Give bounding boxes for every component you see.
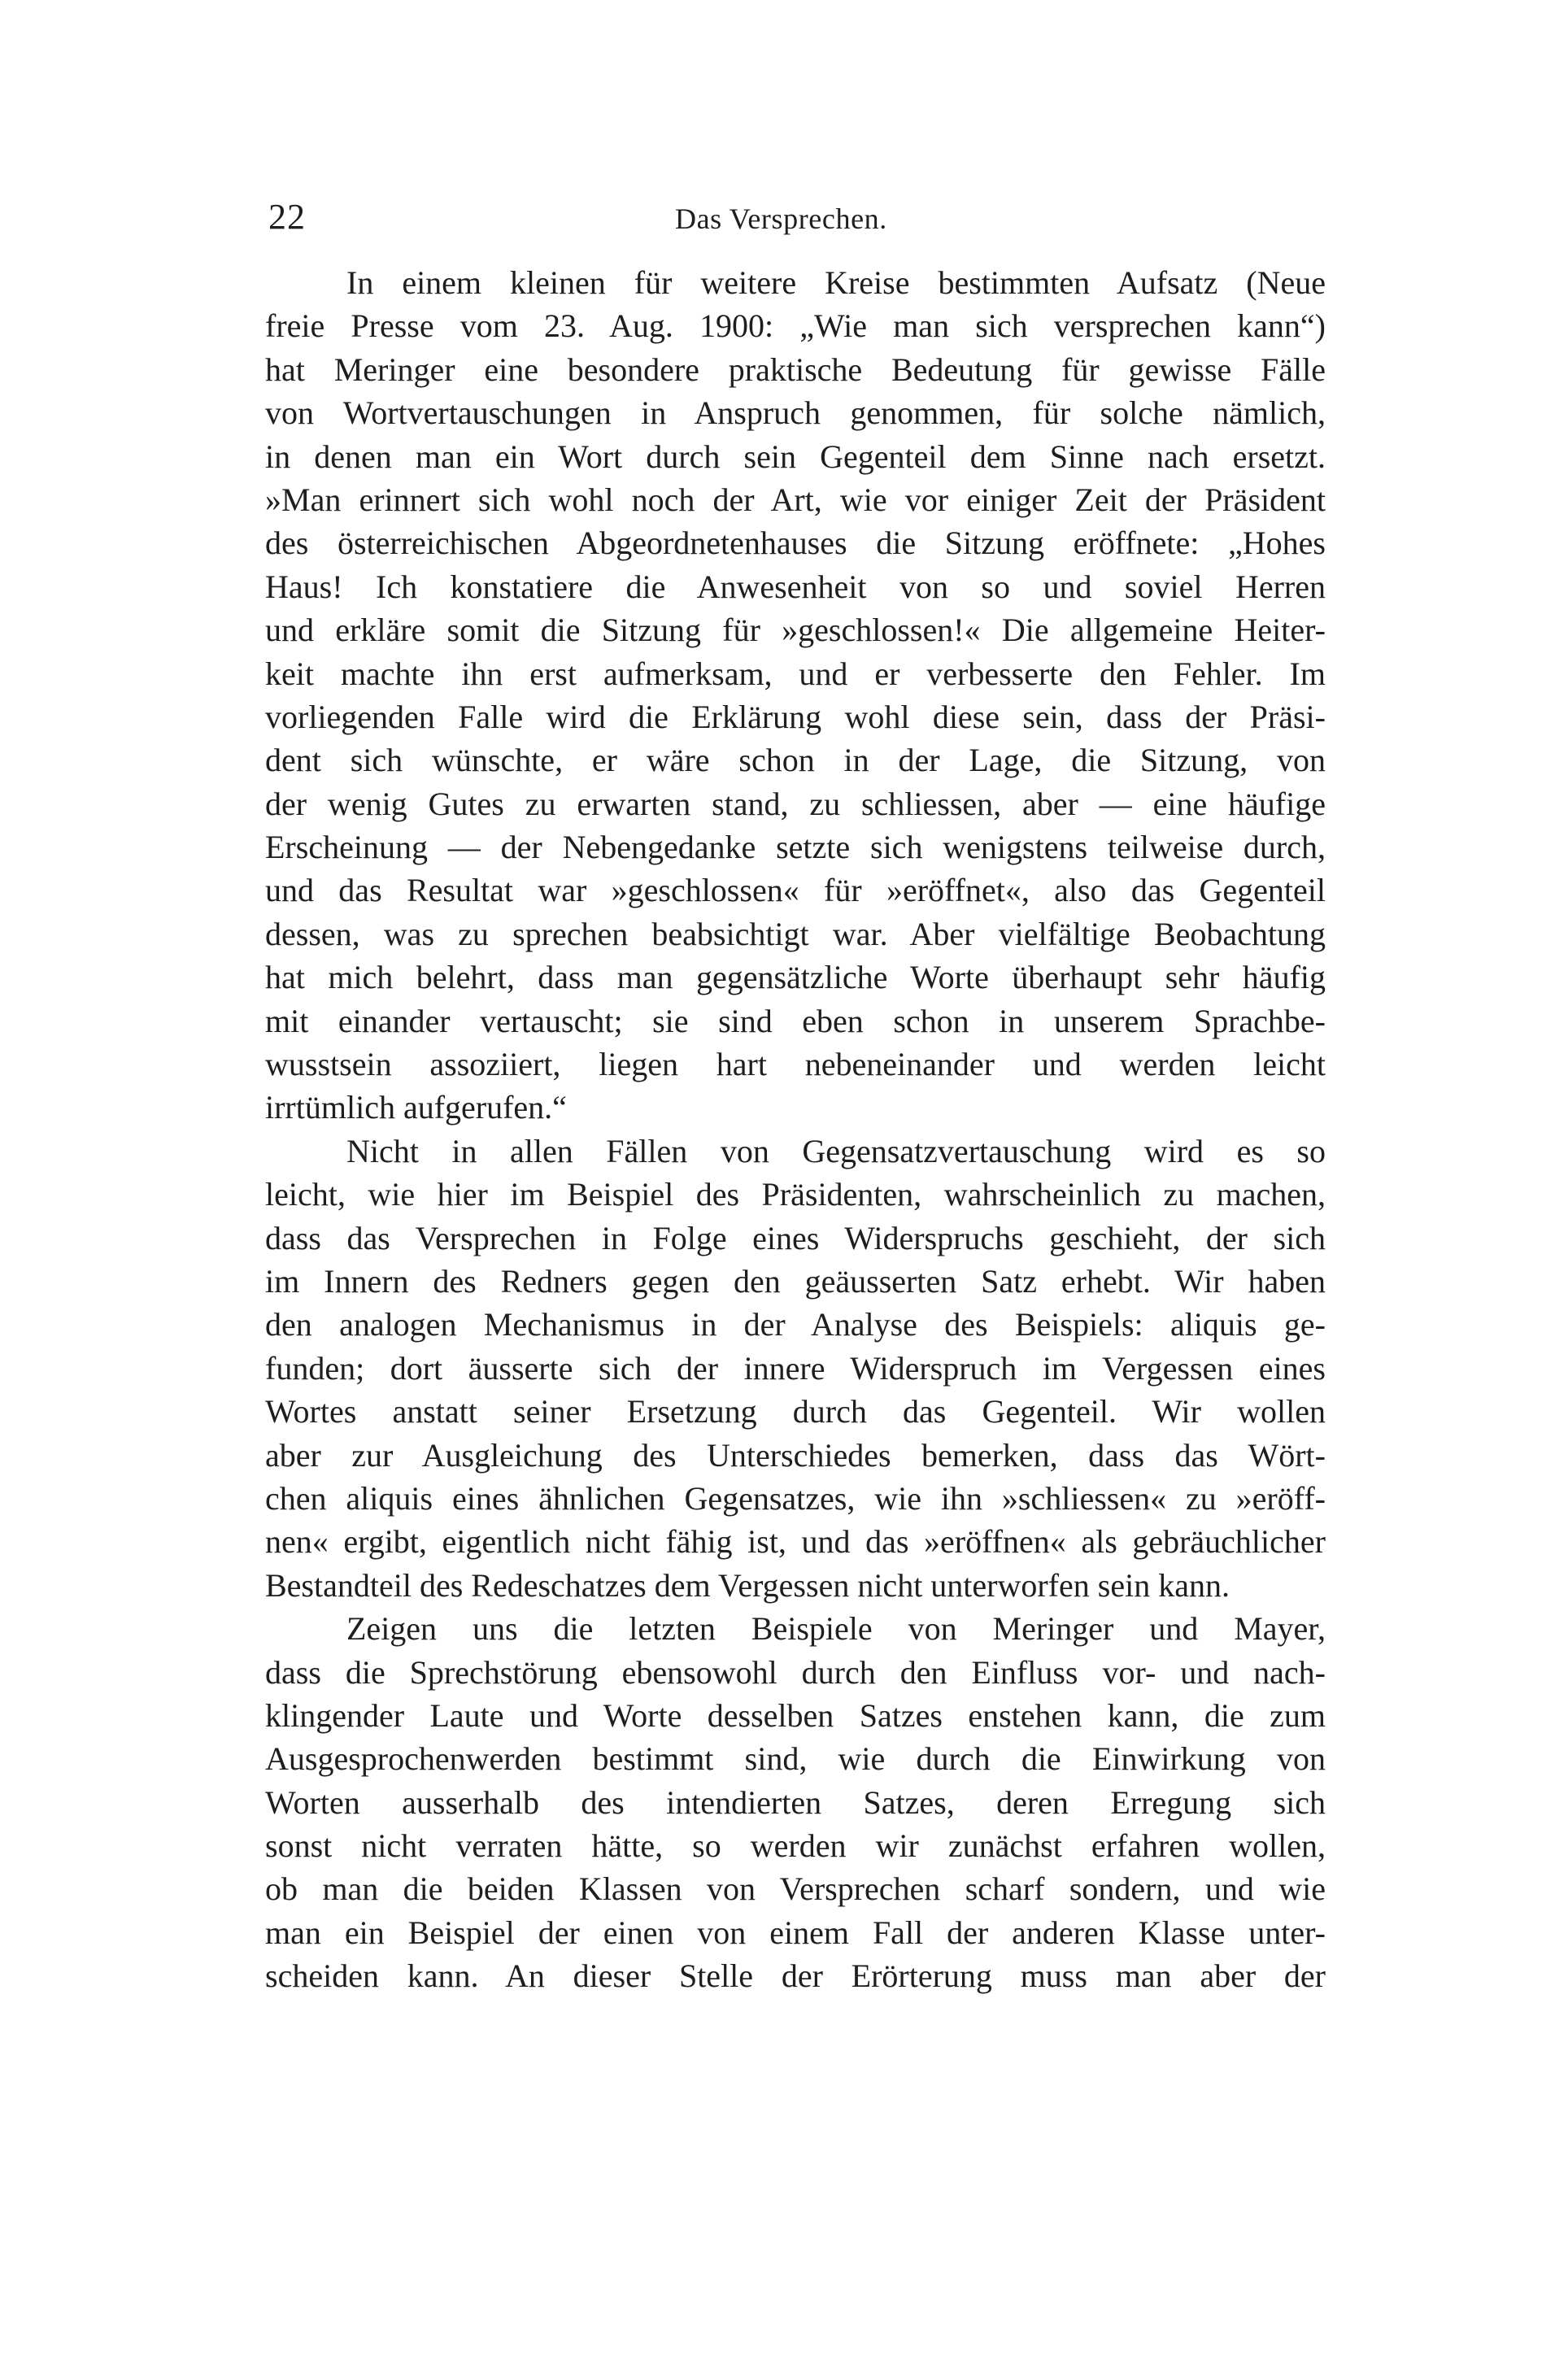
text-line: nen« ergibt, eigentlich nicht fähig ist, und das »eröffnen« als gebräuchlicher: [265, 1523, 1326, 1561]
text-line: der wenig Gutes zu erwarten stand, zu schliessen, aber — eine häufige: [265, 785, 1326, 822]
page-number: 22: [268, 197, 306, 237]
text-line: dent sich wünschte, er wäre schon in der Lage, die Sitzung, von: [265, 742, 1326, 779]
text-line: freie Presse vom 23. Aug. 1900: „Wie man sich versprechen kann“): [265, 307, 1326, 345]
text-line: von Wortvertauschungen in Anspruch genommen, für solche nämlich,: [265, 394, 1326, 432]
text-line: sonst nicht verraten hätte, so werden wir zunächst erfahren wollen,: [265, 1827, 1326, 1865]
text-line: In einem kleinen für weitere Kreise bestimmten Aufsatz (Neue: [346, 264, 1326, 301]
text-line: wusstsein assoziiert, liegen hart nebeneinander und werden leicht: [265, 1046, 1326, 1083]
text-line: Zeigen uns die letzten Beispiele von Meringer und Mayer,: [346, 1610, 1326, 1648]
text-line: und das Resultat war »geschlossen« für »eröffnet«, also das Gegenteil: [265, 872, 1326, 909]
text-line: dass das Versprechen in Folge eines Widerspruchs geschieht, der sich: [265, 1219, 1326, 1256]
text-line: klingender Laute und Worte desselben Satzes enstehen kann, die zum: [265, 1696, 1326, 1734]
text-line: Nicht in allen Fällen von Gegensatzvertauschung wird es so: [346, 1132, 1326, 1169]
text-line: Wortes anstatt seiner Ersetzung durch das Gegenteil. Wir wollen: [265, 1393, 1326, 1430]
text-line: dass die Sprechstörung ebensowohl durch den Einfluss vor- und nach-: [265, 1653, 1326, 1691]
text-line: mit einander vertauscht; sie sind eben schon in unserem Sprachbe-: [265, 1002, 1326, 1039]
text-line: hat Meringer eine besondere praktische Bedeutung für gewisse Fälle: [265, 351, 1326, 388]
text-line: des österreichischen Abgeordnetenhauses die Sitzung eröffnete: „Hohes: [265, 525, 1326, 562]
text-line: scheiden kann. An dieser Stelle der Erörterung muss man aber der: [265, 1957, 1326, 1995]
text-line: und erkläre somit die Sitzung für »geschlossen!« Die allgemeine Heiter-: [265, 612, 1326, 649]
text-line: dessen, was zu sprechen beabsichtigt war. Aber vielfältige Beobachtung: [265, 915, 1326, 952]
text-line: ob man die beiden Klassen von Versprechen scharf sondern, und wie: [265, 1870, 1326, 1908]
text-line: den analogen Mechanismus in der Analyse des Beispiels: aliquis ge-: [265, 1306, 1326, 1343]
text-line: hat mich belehrt, dass man gegensätzliche Worte überhaupt sehr häufig: [265, 959, 1326, 996]
running-title: Das Versprechen.: [675, 202, 887, 235]
text-line: man ein Beispiel der einen von einem Fall der anderen Klasse unter-: [265, 1914, 1326, 1951]
text-line: »Man erinnert sich wohl noch der Art, wie vor einiger Zeit der Präsident: [265, 481, 1326, 518]
text-line: Erscheinung — der Nebengedanke setzte sich wenigstens teilweise durch,: [265, 829, 1326, 866]
text-line: aber zur Ausgleichung des Unterschiedes bemerken, dass das Wört-: [265, 1436, 1326, 1474]
text-line: vorliegenden Falle wird die Erklärung wohl diese sein, dass der Präsi-: [265, 698, 1326, 735]
text-line: Haus! Ich konstatiere die Anwesenheit von so und soviel Herren: [265, 568, 1326, 605]
text-line: Worten ausserhalb des intendierten Satzes, deren Erregung sich: [265, 1783, 1326, 1821]
body-text: [265, 261, 1326, 1998]
text-line: Ausgesprochenwerden bestimmt sind, wie durch die Einwirkung von: [265, 1740, 1326, 1778]
text-line: in denen man ein Wort durch sein Gegenteil dem Sinne nach ersetzt.: [265, 438, 1326, 475]
text-line: leicht, wie hier im Beispiel des Präsidenten, wahrscheinlich zu machen,: [265, 1176, 1326, 1213]
text-line: im Innern des Redners gegen den geäusserten Satz erhebt. Wir haben: [265, 1262, 1326, 1300]
text-line: Bestandteil des Redeschatzes dem Vergessen nicht unterworfen sein kann.: [265, 1566, 1230, 1604]
text-line: chen aliquis eines ähnlichen Gegensatzes, wie ihn »schliessen« zu »eröff-: [265, 1479, 1326, 1517]
text-line: funden; dort äusserte sich der innere Widerspruch im Vergessen eines: [265, 1349, 1326, 1387]
text-line: keit machte ihn erst aufmerksam, und er verbesserte den Fehler. Im: [265, 655, 1326, 692]
text-line: irrtümlich aufgerufen.“: [265, 1089, 567, 1126]
